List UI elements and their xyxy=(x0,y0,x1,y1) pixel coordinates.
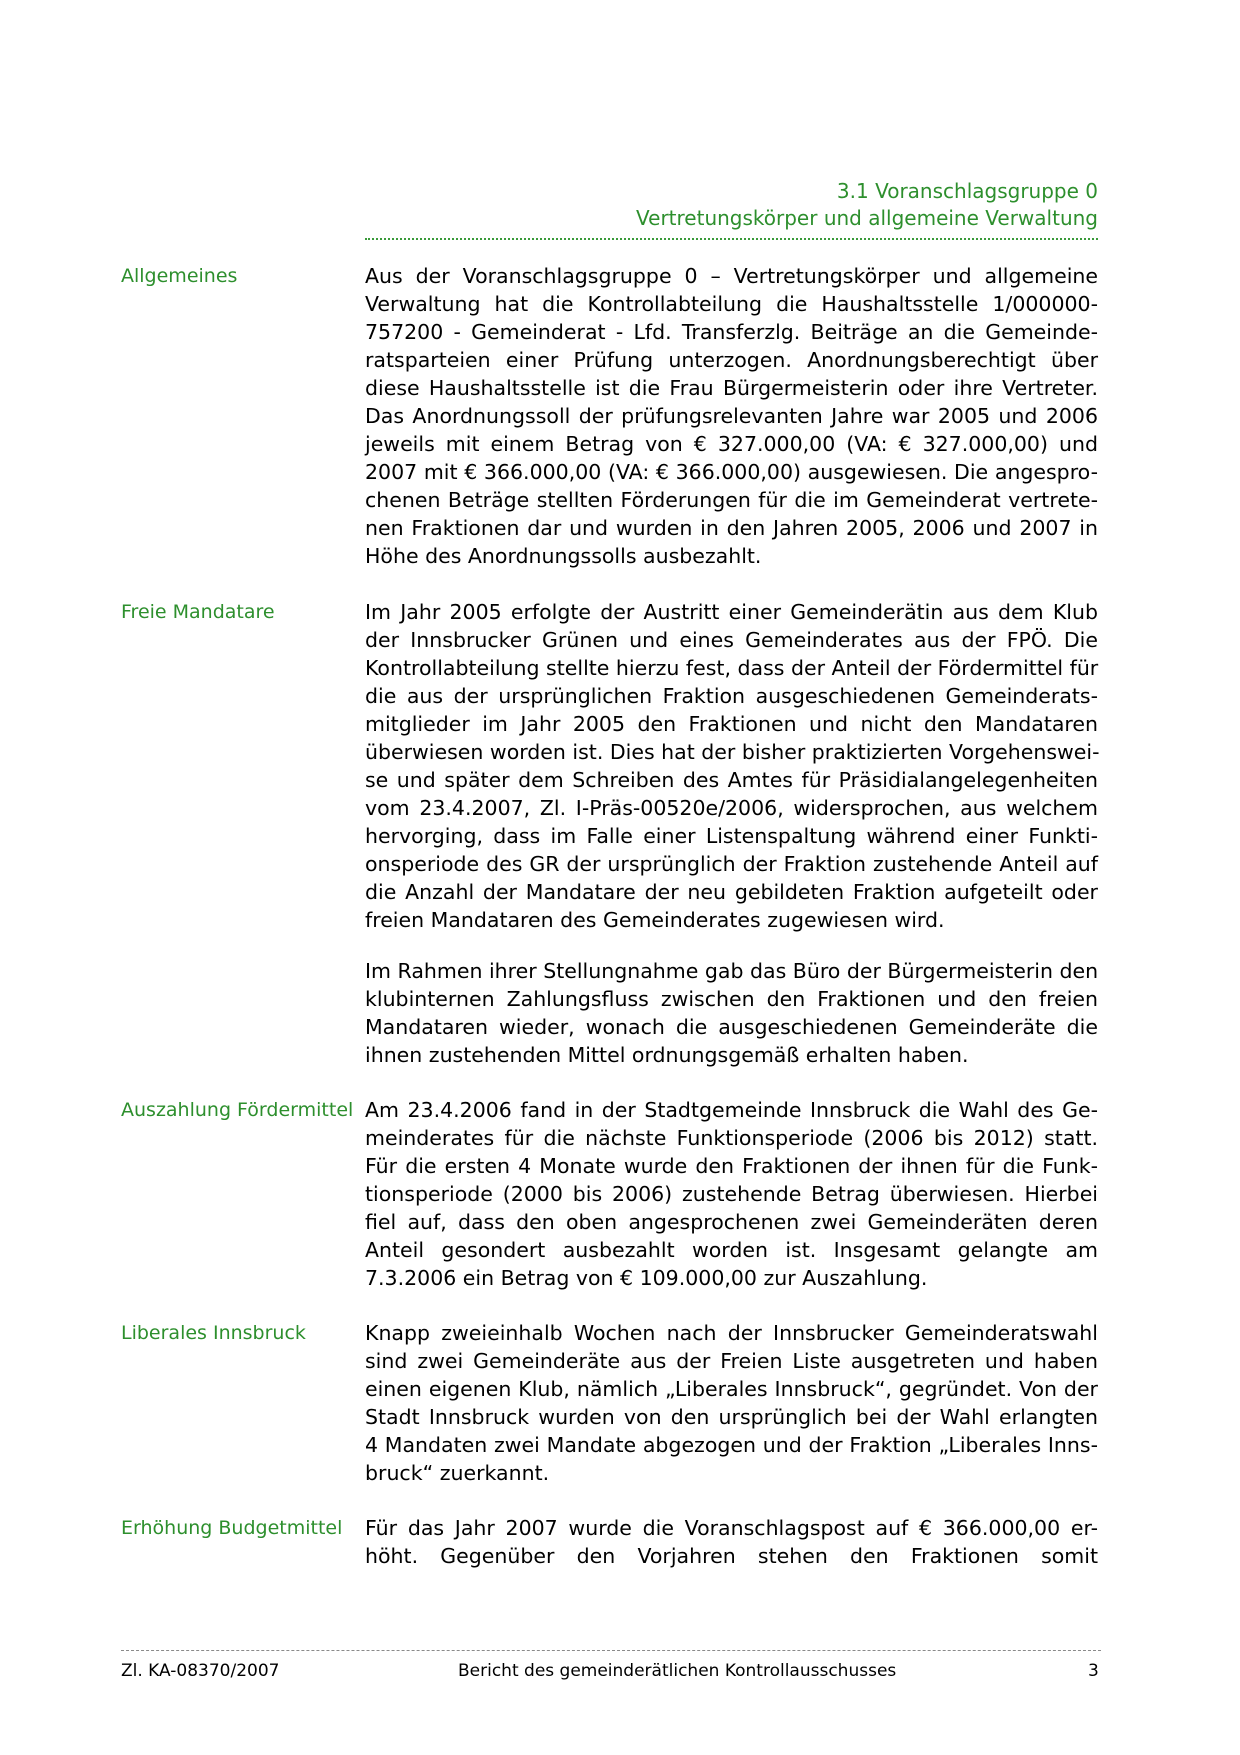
text-line: freien Mandataren des Gemeinderates zugewiesen wird. xyxy=(365,908,945,932)
page-number: 3 xyxy=(1088,1661,1099,1681)
text-line: fiel auf, dass den oben angesprochenen zwei Gemeinderäten deren xyxy=(365,1210,1098,1234)
text-line: ratsparteien einer Prüfung unterzogen. Anordnungsberechtigt über xyxy=(365,348,1098,372)
text-line: Im Rahmen ihrer Stellungnahme gab das Büro der Bürgermeisterin den xyxy=(365,959,1099,983)
section-text xyxy=(365,262,1098,570)
text-line: einen eigenen Klub, nämlich „Liberales Innsbruck“, gegründet. Von der xyxy=(365,1377,1098,1401)
text-line: tionsperiode (2000 bis 2006) zustehende Betrag überwiesen. Hierbei xyxy=(365,1182,1098,1206)
text-line: Im Jahr 2005 erfolgte der Austritt einer Gemeinderätin aus dem Klub xyxy=(365,600,1098,624)
text-line: chenen Beträge stellten Förderungen für die im Gemeinderat vertrete- xyxy=(365,488,1098,512)
margin-label: Auszahlung Fördermittel xyxy=(121,1099,354,1121)
margin-label: Liberales Innsbruck xyxy=(121,1322,306,1344)
section-text xyxy=(365,957,1098,1069)
text-line: 4 Mandaten zwei Mandate abgezogen und der Fraktion „Liberales Inns- xyxy=(365,1433,1098,1457)
text-line: onsperiode des GR der ursprünglich der Fraktion zustehende Anteil auf xyxy=(365,852,1098,876)
text-line: meinderates für die nächste Funktionsperiode (2006 bis 2012) statt. xyxy=(365,1126,1098,1150)
text-line: hervorging, dass im Falle einer Listenspaltung während einer Funkti- xyxy=(365,824,1098,848)
text-line: Am 23.4.2006 fand in der Stadtgemeinde Innsbruck die Wahl des Ge- xyxy=(365,1098,1098,1122)
text-line: Für die ersten 4 Monate wurde den Fraktionen der ihnen für die Funk- xyxy=(365,1154,1098,1178)
text-line: überwiesen worden ist. Dies hat der bisher praktizierten Vorgehenswei- xyxy=(365,740,1100,764)
section-text xyxy=(365,1096,1098,1292)
text-line: vom 23.4.2007, Zl. I-Präs-00520e/2006, widersprochen, aus welchem xyxy=(365,796,1098,820)
text-line: 2007 mit € 366.000,00 (VA: € 366.000,00) ausgewiesen. Die angespro- xyxy=(365,460,1098,484)
section-text xyxy=(365,1319,1098,1487)
text-line: höht. Gegenüber den Vorjahren stehen den Fraktionen somit xyxy=(365,1544,1098,1568)
footer-divider xyxy=(121,1650,1101,1651)
text-line: Verwaltung hat die Kontrollabteilung die Haushaltsstelle 1/000000- xyxy=(365,292,1098,316)
text-line: Kontrollabteilung stellte hierzu fest, dass der Anteil der Fördermittel für xyxy=(365,656,1099,680)
text-line: die aus der ursprünglichen Fraktion ausgeschiedenen Gemeinderats- xyxy=(365,684,1098,708)
text-line: Knapp zweieinhalb Wochen nach der Innsbrucker Gemeinderatswahl xyxy=(365,1321,1098,1345)
text-line: die Anzahl der Mandatare der neu gebildeten Fraktion aufgeteilt oder xyxy=(365,880,1098,904)
text-line: Mandataren wieder, wonach die ausgeschiedenen Gemeinderäte die xyxy=(365,1015,1098,1039)
section-header xyxy=(365,178,1098,240)
margin-label: Erhöhung Budgetmittel xyxy=(121,1517,343,1539)
footer-reference: Zl. KA-08370/2007 xyxy=(121,1661,280,1681)
section-text xyxy=(365,598,1098,934)
section-subtitle: Vertretungskörper und allgemeine Verwaltung xyxy=(636,206,1098,230)
text-line: Das Anordnungssoll der prüfungsrelevanten Jahre war 2005 und 2006 xyxy=(365,404,1098,428)
section-text xyxy=(365,1514,1098,1570)
text-line: se und später dem Schreiben des Amtes für Präsidialangelegenheiten xyxy=(365,768,1098,792)
text-line: klubinternen Zahlungsfluss zwischen den Fraktionen und den freien xyxy=(365,987,1098,1011)
footer-title: Bericht des gemeinderätlichen Kontrollausschusses xyxy=(458,1661,897,1681)
text-line: der Innsbrucker Grünen und eines Gemeinderates aus der FPÖ. Die xyxy=(365,628,1098,652)
text-line: diese Haushaltsstelle ist die Frau Bürgermeisterin oder ihre Vertreter. xyxy=(365,376,1098,400)
text-line: Höhe des Anordnungssolls ausbezahlt. xyxy=(365,544,762,568)
margin-label: Freie Mandatare xyxy=(121,601,275,623)
text-line: mitglieder im Jahr 2005 den Fraktionen und nicht den Mandataren xyxy=(365,712,1098,736)
text-line: jeweils mit einem Betrag von € 327.000,00 (VA: € 327.000,00) und xyxy=(365,432,1098,456)
text-line: bruck“ zuerkannt. xyxy=(365,1461,550,1485)
text-line: Stadt Innsbruck wurden von den ursprünglich bei der Wahl erlangten xyxy=(365,1405,1098,1429)
text-line: Anteil gesondert ausbezahlt worden ist. Insgesamt gelangte am xyxy=(365,1238,1098,1262)
text-line: ihnen zustehenden Mittel ordnungsgemäß erhalten haben. xyxy=(365,1043,969,1067)
text-line: sind zwei Gemeinderäte aus der Freien Liste ausgetreten und haben xyxy=(365,1349,1098,1373)
section-number-title: 3.1 Voranschlagsgruppe 0 xyxy=(836,179,1098,203)
text-line: Aus der Voranschlagsgruppe 0 – Vertretungskörper und allgemeine xyxy=(365,264,1098,288)
text-line: 757200 - Gemeinderat - Lfd. Transferzlg. Beiträge an die Gemeinde- xyxy=(365,320,1098,344)
text-line: Für das Jahr 2007 wurde die Voranschlagspost auf € 366.000,00 er- xyxy=(365,1516,1098,1540)
text-line: nen Fraktionen dar und wurden in den Jahren 2005, 2006 und 2007 in xyxy=(365,516,1098,540)
text-line: 7.3.2006 ein Betrag von € 109.000,00 zur Auszahlung. xyxy=(365,1266,928,1290)
margin-label: Allgemeines xyxy=(121,265,238,287)
